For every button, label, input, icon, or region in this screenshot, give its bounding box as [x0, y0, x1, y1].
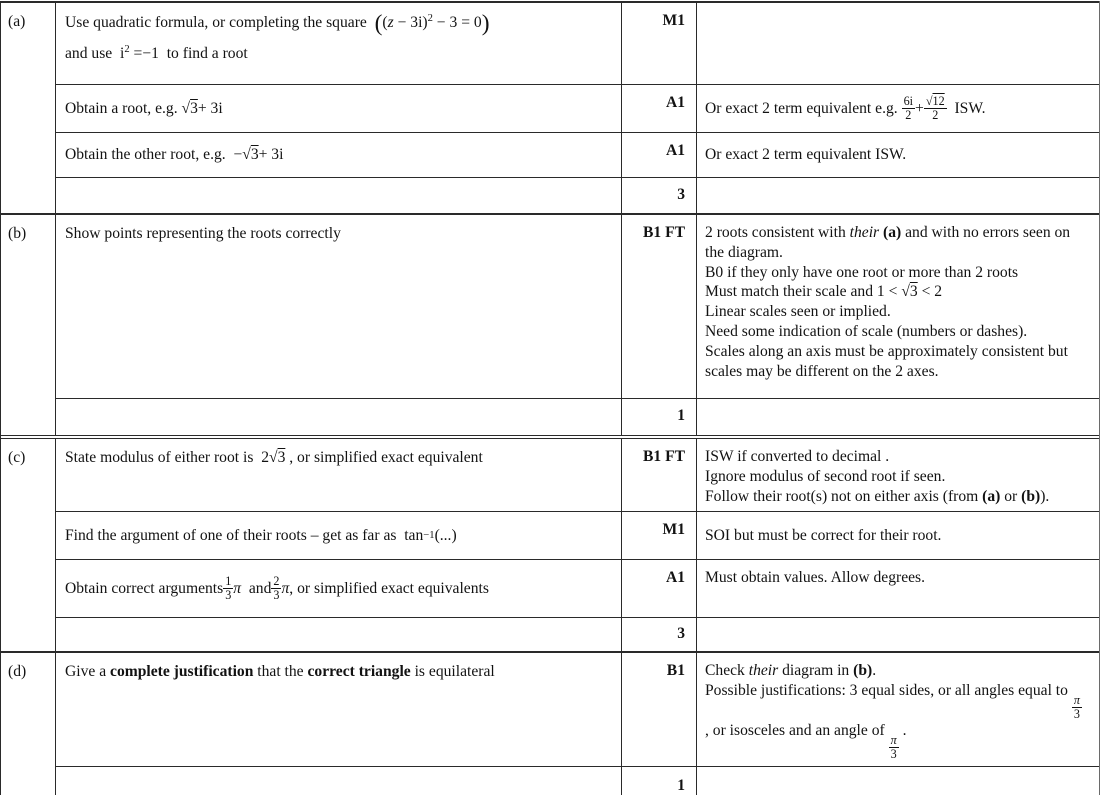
guidance-c1-line2: Ignore modulus of second root if seen. — [705, 467, 946, 485]
criterion-d1: Give a complete justification that the correct triangle is equilateral — [65, 663, 495, 681]
criterion-a1-line1: Use quadratic formula, or completing the square $((z - 3i)^2 - 3 = 0)$ — [65, 10, 490, 37]
guidance-b1-line5: Need some indication of scale (numbers or dashes). — [705, 322, 1028, 340]
guidance-d1-line2: Possible justifications: 3 equal sides, or all angles equal to $\frac{\pi}{3}$ , or isosceles and an angle of $\frac{\pi}{3}$ . — [705, 682, 1080, 762]
guidance-b1 — [697, 215, 1099, 398]
part-label-a: (a) — [1, 3, 56, 213]
mark-c2: M1 — [621, 511, 697, 559]
criterion-c1: State modulus of either root is 2√3 , or simplified exact equivalent — [65, 449, 483, 466]
part-label-b: (b) — [1, 215, 56, 435]
total-guidance-d-empty — [697, 766, 1099, 795]
guidance-d1-line1: Check their diagram in (b). — [705, 662, 877, 680]
guidance-c3: Must obtain values. Allow degrees. — [697, 559, 1099, 617]
guidance-c1 — [697, 439, 1099, 511]
mark-a1: M1 — [621, 3, 697, 84]
mark-c3: A1 — [621, 559, 697, 617]
guidance-b1-line6: Scales along an axis must be approximately consistent but scales may be different on the 2 axes. — [705, 342, 1068, 380]
part-label-d: (d) — [1, 653, 56, 795]
mark-d1: B1 — [621, 653, 697, 766]
total-spacer-d — [56, 766, 621, 795]
guidance-a1-empty — [697, 3, 1099, 84]
total-spacer-c — [56, 617, 621, 651]
criterion-c2: Find the argument of one of their roots – get as far as tan −1 (...) — [56, 511, 621, 559]
total-guidance-a-empty — [697, 177, 1099, 213]
mark-scheme-table — [0, 1, 1100, 795]
section-b — [1, 213, 1099, 435]
section-d — [1, 651, 1099, 795]
guidance-c1-line1: ISW if converted to decimal . — [705, 448, 890, 465]
criterion-a2: Obtain a root, e.g. √3 + 3i — [56, 84, 621, 132]
total-spacer-b — [56, 398, 621, 435]
guidance-c2: SOI but must be correct for their root. — [697, 511, 1099, 559]
total-spacer-a — [56, 177, 621, 213]
part-label-c: (c) — [1, 439, 56, 651]
guidance-a3: Or exact 2 term equivalent ISW. — [697, 132, 1099, 177]
guidance-b1-line3: Must match their scale and 1 < √3 < 2 — [705, 283, 943, 301]
guidance-b1-line1: 2 roots consistent with their (a) and with no errors seen on the diagram. — [705, 224, 1071, 261]
total-guidance-c-empty — [697, 617, 1099, 651]
total-guidance-b-empty — [697, 398, 1099, 435]
criterion-a1 — [56, 3, 621, 84]
section-total-d: 1 — [621, 766, 697, 795]
section-total-c: 3 — [621, 617, 697, 651]
criterion-c3: Obtain correct arguments $\frac{1}{3}$ π and $\frac{2}{3}$ π , or simplified exact equivalents — [56, 559, 621, 617]
guidance-d1 — [697, 653, 1099, 766]
mark-a2: A1 — [621, 84, 697, 132]
section-total-a: 3 — [621, 177, 697, 213]
guidance-a2: Or exact 2 term equivalent e.g. $\frac{6i}{2}$ + $\frac{√12}{2}$ ISW. — [697, 84, 1099, 132]
guidance-b1-line4: Linear scales seen or implied. — [705, 303, 891, 321]
guidance-c1-line3: Follow their root(s) not on either axis (from (a) or (b)). — [705, 487, 1050, 505]
criterion-a3: Obtain the other root, e.g. − √3 + 3i — [56, 132, 621, 177]
section-a — [1, 1, 1099, 213]
criterion-b1: Show points representing the roots correctly — [65, 225, 341, 242]
mark-c1: B1 FT — [621, 439, 697, 511]
section-total-b: 1 — [621, 398, 697, 435]
mark-a3: A1 — [621, 132, 697, 177]
criterion-a1-line2: and use $i^2 =-1$ to find a root — [65, 43, 248, 63]
guidance-b1-line2: B0 if they only have one root or more than 2 roots — [705, 263, 1019, 281]
mark-b1: B1 FT — [621, 215, 697, 398]
section-c — [1, 435, 1099, 651]
